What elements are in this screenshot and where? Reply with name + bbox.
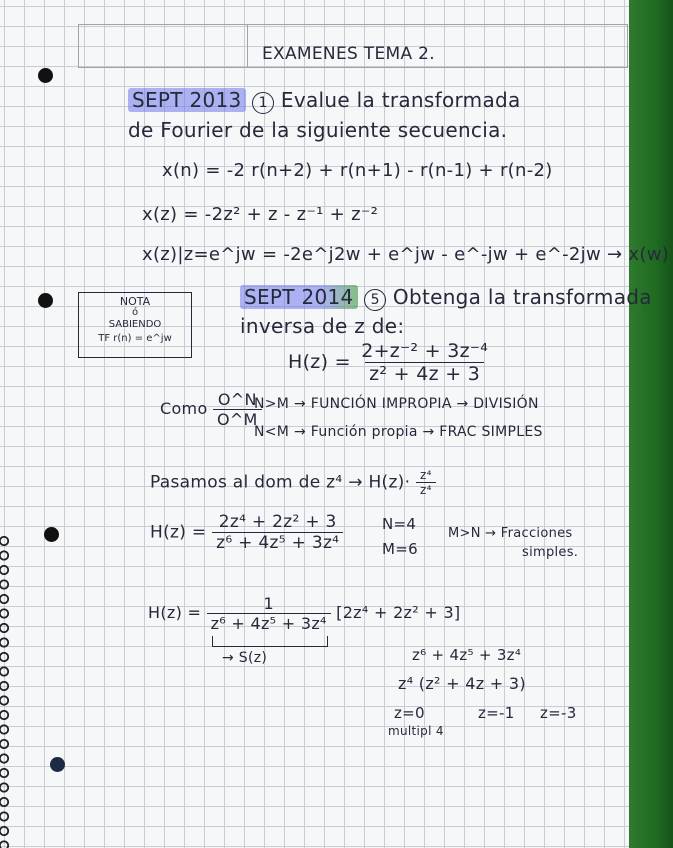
spiral-binding — [0, 535, 14, 848]
case2-condition: N<M — [254, 424, 290, 440]
root-multiplicity-note: multipl 4 — [388, 724, 444, 738]
h3-equation — [148, 594, 460, 633]
problem1-statement-b: de Fourier de la siguiente secuencia. — [128, 118, 508, 142]
xz-eval-rhs: = -2e^j2w + e^jw - e^-jw + e^-2jw → x(w) — [261, 244, 670, 265]
h2-numerator: 2z⁴ + 2z² + 3 — [218, 512, 337, 532]
xz-evaluated — [142, 244, 669, 265]
xn-equation: x(n) = -2 r(n+2) + r(n+1) - r(n-1) + r(n-2) — [162, 160, 553, 181]
h2-denominator: z⁶ + 4z⁵ + 3z⁴ — [212, 532, 343, 553]
problem1-heading — [128, 88, 521, 114]
problem-number-badge: 1 — [252, 92, 274, 114]
mn-note: M>N → Fracciones — [448, 526, 573, 541]
note-line: TF r(n) = e^jw — [98, 333, 172, 344]
xz-equation: x(z) = -2z² + z - z⁻¹ + z⁻² — [142, 204, 379, 225]
h3-bracket-term: [2z⁴ + 2z² + 3] — [336, 603, 461, 622]
hz-label: H(z) = — [288, 351, 351, 373]
binder-hole — [38, 293, 53, 308]
xz-eval-label: x(z)|z=e^jw — [142, 244, 256, 265]
como-label: Como — [160, 399, 208, 418]
problem2-heading — [240, 285, 652, 311]
underbrace — [212, 636, 328, 647]
pasamos-num: z⁴ — [420, 468, 432, 482]
page-title: EXAMENES TEMA 2. — [262, 44, 435, 64]
mn-note-2: simples. — [522, 545, 579, 560]
hz-numerator: 2+z⁻² + 3z⁻⁴ — [361, 340, 489, 362]
notebook-cover-edge — [629, 0, 673, 848]
m-order: M=6 — [382, 540, 418, 558]
exam-tag: SEPT 2014 — [240, 285, 358, 309]
n-order: N=4 — [382, 515, 417, 533]
note-line: SABIENDO — [108, 319, 162, 330]
h3-fraction — [207, 594, 331, 633]
case1-result: → FUNCIÓN IMPROPIA → DIVISIÓN — [293, 396, 539, 412]
problem2-statement-a: Obtenga la transformada — [392, 285, 652, 309]
ratio-num: O^N — [217, 390, 257, 409]
exam-tag: SEPT 2013 — [128, 88, 246, 112]
problem2-statement-b: inversa de z de: — [240, 314, 405, 338]
denominator-repeat: z⁶ + 4z⁵ + 3z⁴ — [412, 646, 522, 664]
case-improper — [254, 396, 539, 412]
pasamos-line — [150, 468, 436, 497]
h3-numerator: 1 — [263, 594, 274, 613]
ratio-den: O^M — [213, 409, 262, 429]
binder-hole — [50, 757, 65, 772]
header-divider — [247, 25, 248, 67]
root-minus-one: z=-1 — [478, 704, 515, 722]
problem-number-badge: 5 — [364, 289, 386, 311]
case1-condition: N>M — [254, 396, 290, 412]
root-zero: z=0 — [394, 704, 425, 722]
note-line: ó — [131, 307, 139, 318]
factored-denominator: z⁴ (z² + 4z + 3) — [398, 674, 526, 693]
note-title: NOTA — [119, 295, 151, 308]
pasamos-den: z⁴ — [416, 482, 436, 497]
h3-denominator: z⁶ + 4z⁵ + 3z⁴ — [207, 613, 331, 633]
sz-label: → S(z) — [222, 650, 268, 666]
binder-hole — [38, 68, 53, 83]
case2-result: → Función propia → FRAC SIMPLES — [293, 424, 543, 440]
root-minus-three: z=-3 — [540, 704, 577, 722]
h3-label: H(z) = — [148, 603, 202, 622]
binder-hole — [44, 527, 59, 542]
como-block — [160, 390, 262, 429]
note-box — [78, 292, 192, 358]
h2-fraction — [212, 512, 343, 553]
hz-denominator: z² + 4z + 3 — [365, 362, 484, 385]
pasamos-text: Pasamos al dom de z⁴ → H(z)· — [150, 472, 411, 493]
pasamos-fraction — [416, 468, 436, 497]
h2-label: H(z) = — [150, 522, 207, 543]
hz-fraction — [357, 340, 492, 385]
h2-equation — [150, 512, 343, 553]
problem1-statement-a: Evalue la transformada — [280, 88, 521, 112]
case-proper — [254, 424, 543, 440]
hz-equation — [288, 340, 492, 385]
